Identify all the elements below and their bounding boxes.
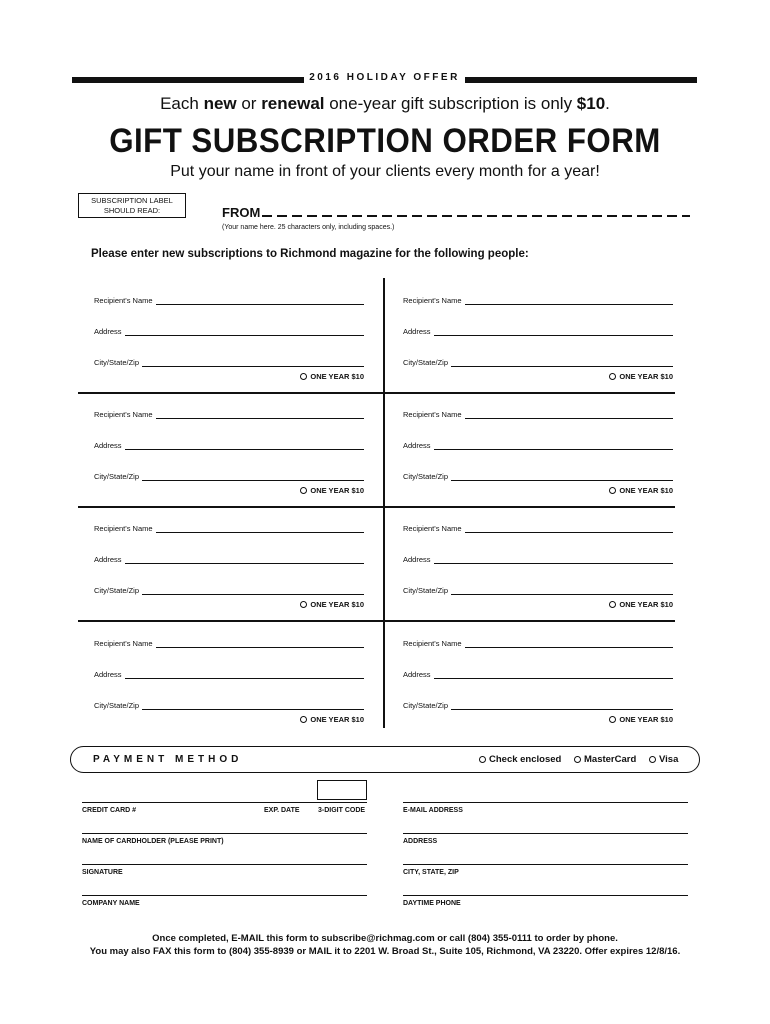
radio-circle-icon[interactable] xyxy=(300,487,307,494)
recipient-address-label: Address xyxy=(94,441,122,450)
recipient-name-field[interactable] xyxy=(94,410,364,419)
recipient-city-label: City/State/Zip xyxy=(403,586,449,595)
row-divider xyxy=(78,392,675,394)
payment-label: PAYMENT METHOD xyxy=(93,754,243,765)
radio-circle-icon[interactable] xyxy=(300,601,307,608)
recipient-name-line[interactable] xyxy=(156,297,364,305)
radio-circle-icon[interactable] xyxy=(300,373,307,380)
row-divider xyxy=(78,620,675,622)
recipient-city-field[interactable] xyxy=(403,472,673,481)
recipient-city-label: City/State/Zip xyxy=(94,472,140,481)
recipient-address-field[interactable] xyxy=(403,670,673,679)
email-line[interactable] xyxy=(403,802,688,803)
recipient-city-line[interactable] xyxy=(451,473,673,481)
recipient-address-field[interactable] xyxy=(403,555,673,564)
recipient-name-label: Recipient's Name xyxy=(403,410,462,419)
one-year-option[interactable] xyxy=(300,372,364,381)
recipient-name-line[interactable] xyxy=(156,525,364,533)
one-year-label: ONE YEAR $10 xyxy=(310,486,364,495)
recipient-address-field[interactable] xyxy=(94,670,364,679)
from-name-field[interactable] xyxy=(262,215,690,217)
tagline-part: . xyxy=(605,94,610,113)
recipient-city-line[interactable] xyxy=(451,702,673,710)
recipient-address-line[interactable] xyxy=(434,328,673,336)
recipient-name-label: Recipient's Name xyxy=(403,639,462,648)
one-year-label: ONE YEAR $10 xyxy=(619,372,673,381)
one-year-option[interactable] xyxy=(609,600,673,609)
recipient-city-label: City/State/Zip xyxy=(403,472,449,481)
recipient-name-label: Recipient's Name xyxy=(94,639,153,648)
cvv-input-box[interactable] xyxy=(317,780,367,800)
one-year-option[interactable] xyxy=(300,600,364,609)
tagline-price: $10 xyxy=(576,94,606,113)
recipient-address-label: Address xyxy=(94,327,122,336)
address-line[interactable] xyxy=(403,833,688,834)
recipient-city-label: City/State/Zip xyxy=(403,701,449,710)
radio-circle-icon[interactable] xyxy=(609,601,616,608)
recipient-city-line[interactable] xyxy=(142,359,364,367)
recipient-name-line[interactable] xyxy=(156,640,364,648)
recipient-city-field[interactable] xyxy=(94,358,364,367)
cardholder-label: NAME OF CARDHOLDER (PLEASE PRINT) xyxy=(82,838,224,845)
one-year-option[interactable] xyxy=(609,372,673,381)
radio-circle-icon[interactable] xyxy=(609,716,616,723)
email-label: E-MAIL ADDRESS xyxy=(403,807,463,814)
recipient-address-label: Address xyxy=(94,670,122,679)
one-year-option[interactable] xyxy=(609,715,673,724)
recipient-name-field[interactable] xyxy=(403,410,673,419)
recipient-address-label: Address xyxy=(403,327,431,336)
recipient-name-field[interactable] xyxy=(94,296,364,305)
company-label: COMPANY NAME xyxy=(82,900,140,907)
tagline-part: one-year gift subscription is only xyxy=(324,94,577,113)
recipient-name-line[interactable] xyxy=(156,411,364,419)
recipient-city-label: City/State/Zip xyxy=(94,358,140,367)
recipient-city-field[interactable] xyxy=(403,586,673,595)
recipient-city-label: City/State/Zip xyxy=(94,701,140,710)
one-year-option[interactable] xyxy=(300,486,364,495)
signature-label: SIGNATURE xyxy=(82,869,123,876)
recipient-city-line[interactable] xyxy=(451,587,673,595)
recipient-address-field[interactable] xyxy=(403,441,673,450)
recipient-name-label: Recipient's Name xyxy=(94,524,153,533)
recipient-name-line[interactable] xyxy=(465,297,673,305)
recipient-name-label: Recipient's Name xyxy=(94,410,153,419)
payment-option-visa[interactable] xyxy=(649,754,678,765)
label-box-line1: SUBSCRIPTION LABEL xyxy=(91,196,173,205)
from-label: FROM xyxy=(222,205,261,220)
recipient-city-label: City/State/Zip xyxy=(403,358,449,367)
one-year-label: ONE YEAR $10 xyxy=(619,486,673,495)
credit-card-label: CREDIT CARD # xyxy=(82,807,137,814)
from-note: (Your name here. 25 characters only, including spaces.) xyxy=(222,224,395,231)
recipient-name-field[interactable] xyxy=(94,524,364,533)
recipient-address-label: Address xyxy=(403,555,431,564)
one-year-label: ONE YEAR $10 xyxy=(310,715,364,724)
recipient-address-line[interactable] xyxy=(125,556,364,564)
instructions: Please enter new subscriptions to Richmond magazine for the following people: xyxy=(91,248,529,260)
recipient-name-field[interactable] xyxy=(403,639,673,648)
city-label: CITY, STATE, ZIP xyxy=(403,869,459,876)
city-line[interactable] xyxy=(403,864,688,865)
company-line[interactable] xyxy=(82,895,367,896)
recipient-city-line[interactable] xyxy=(451,359,673,367)
one-year-label: ONE YEAR $10 xyxy=(310,372,364,381)
recipient-address-line[interactable] xyxy=(125,442,364,450)
payment-option-check[interactable] xyxy=(479,754,561,765)
recipient-address-line[interactable] xyxy=(434,556,673,564)
tagline xyxy=(0,94,770,114)
cvv-label: 3-DIGIT CODE xyxy=(318,807,366,814)
recipient-address-line[interactable] xyxy=(125,328,364,336)
recipient-name-line[interactable] xyxy=(465,525,673,533)
radio-circle-icon[interactable] xyxy=(649,756,656,763)
recipient-name-field[interactable] xyxy=(94,639,364,648)
tagline-renewal: renewal xyxy=(261,94,325,113)
address-label: ADDRESS xyxy=(403,838,438,845)
recipient-name-label: Recipient's Name xyxy=(403,524,462,533)
one-year-option[interactable] xyxy=(609,486,673,495)
recipient-city-line[interactable] xyxy=(142,702,364,710)
recipient-city-field[interactable] xyxy=(94,701,364,710)
recipient-city-line[interactable] xyxy=(142,473,364,481)
tagline-part: or xyxy=(236,94,262,113)
option-label: MasterCard xyxy=(584,754,637,765)
offer-banner xyxy=(72,74,697,86)
recipient-name-field[interactable] xyxy=(403,296,673,305)
recipient-city-field[interactable] xyxy=(403,701,673,710)
payment-option-mastercard[interactable] xyxy=(574,754,636,765)
exp-date-label: EXP. DATE xyxy=(264,807,300,814)
radio-circle-icon[interactable] xyxy=(300,716,307,723)
one-year-label: ONE YEAR $10 xyxy=(619,600,673,609)
phone-label: DAYTIME PHONE xyxy=(403,900,461,907)
page-title: GIFT SUBSCRIPTION ORDER FORM xyxy=(109,122,661,160)
banner-text: 2016 HOLIDAY OFFER xyxy=(309,72,460,83)
option-label: Visa xyxy=(659,754,679,765)
column-divider xyxy=(383,278,385,728)
cardholder-line[interactable] xyxy=(82,833,367,834)
recipient-address-field[interactable] xyxy=(94,327,364,336)
recipient-address-field[interactable] xyxy=(94,555,364,564)
phone-line[interactable] xyxy=(403,895,688,896)
label-box-line2: SHOULD READ: xyxy=(103,206,161,215)
recipient-address-label: Address xyxy=(403,441,431,450)
radio-circle-icon[interactable] xyxy=(574,756,581,763)
page-subtitle: Put your name in front of your clients every month for a year! xyxy=(170,163,600,180)
credit-card-line[interactable] xyxy=(82,802,367,803)
recipient-address-line[interactable] xyxy=(434,671,673,679)
recipient-city-line[interactable] xyxy=(142,587,364,595)
recipient-name-label: Recipient's Name xyxy=(94,296,153,305)
footer-line2: You may also FAX this form to (804) 355-8939 or MAIL it to 2201 W. Broad St., Suite 105, Richmond, VA 23220. Offer expires 12/8/16. xyxy=(89,946,681,957)
signature-line[interactable] xyxy=(82,864,367,865)
one-year-option[interactable] xyxy=(300,715,364,724)
recipient-city-field[interactable] xyxy=(94,586,364,595)
recipient-address-label: Address xyxy=(403,670,431,679)
recipient-city-label: City/State/Zip xyxy=(94,586,140,595)
recipient-city-field[interactable] xyxy=(94,472,364,481)
tagline-part: Each xyxy=(160,94,204,113)
recipient-name-line[interactable] xyxy=(465,411,673,419)
one-year-label: ONE YEAR $10 xyxy=(310,600,364,609)
radio-circle-icon[interactable] xyxy=(609,373,616,380)
tagline-new: new xyxy=(203,94,237,113)
recipient-address-field[interactable] xyxy=(403,327,673,336)
one-year-label: ONE YEAR $10 xyxy=(619,715,673,724)
payment-method-bar xyxy=(70,746,700,773)
recipient-name-label: Recipient's Name xyxy=(403,296,462,305)
footer xyxy=(0,932,770,958)
recipient-name-field[interactable] xyxy=(403,524,673,533)
subscription-label-box xyxy=(78,193,186,218)
recipient-address-label: Address xyxy=(94,555,122,564)
recipient-city-field[interactable] xyxy=(403,358,673,367)
footer-line1: Once completed, E-MAIL this form to subscribe@richmag.com or call (804) 355-0111 to order by phone. xyxy=(152,933,618,944)
recipient-address-line[interactable] xyxy=(125,671,364,679)
recipient-address-line[interactable] xyxy=(434,442,673,450)
radio-circle-icon[interactable] xyxy=(479,756,486,763)
row-divider xyxy=(78,506,675,508)
recipient-address-field[interactable] xyxy=(94,441,364,450)
recipient-name-line[interactable] xyxy=(465,640,673,648)
radio-circle-icon[interactable] xyxy=(609,487,616,494)
option-label: Check enclosed xyxy=(489,754,562,765)
